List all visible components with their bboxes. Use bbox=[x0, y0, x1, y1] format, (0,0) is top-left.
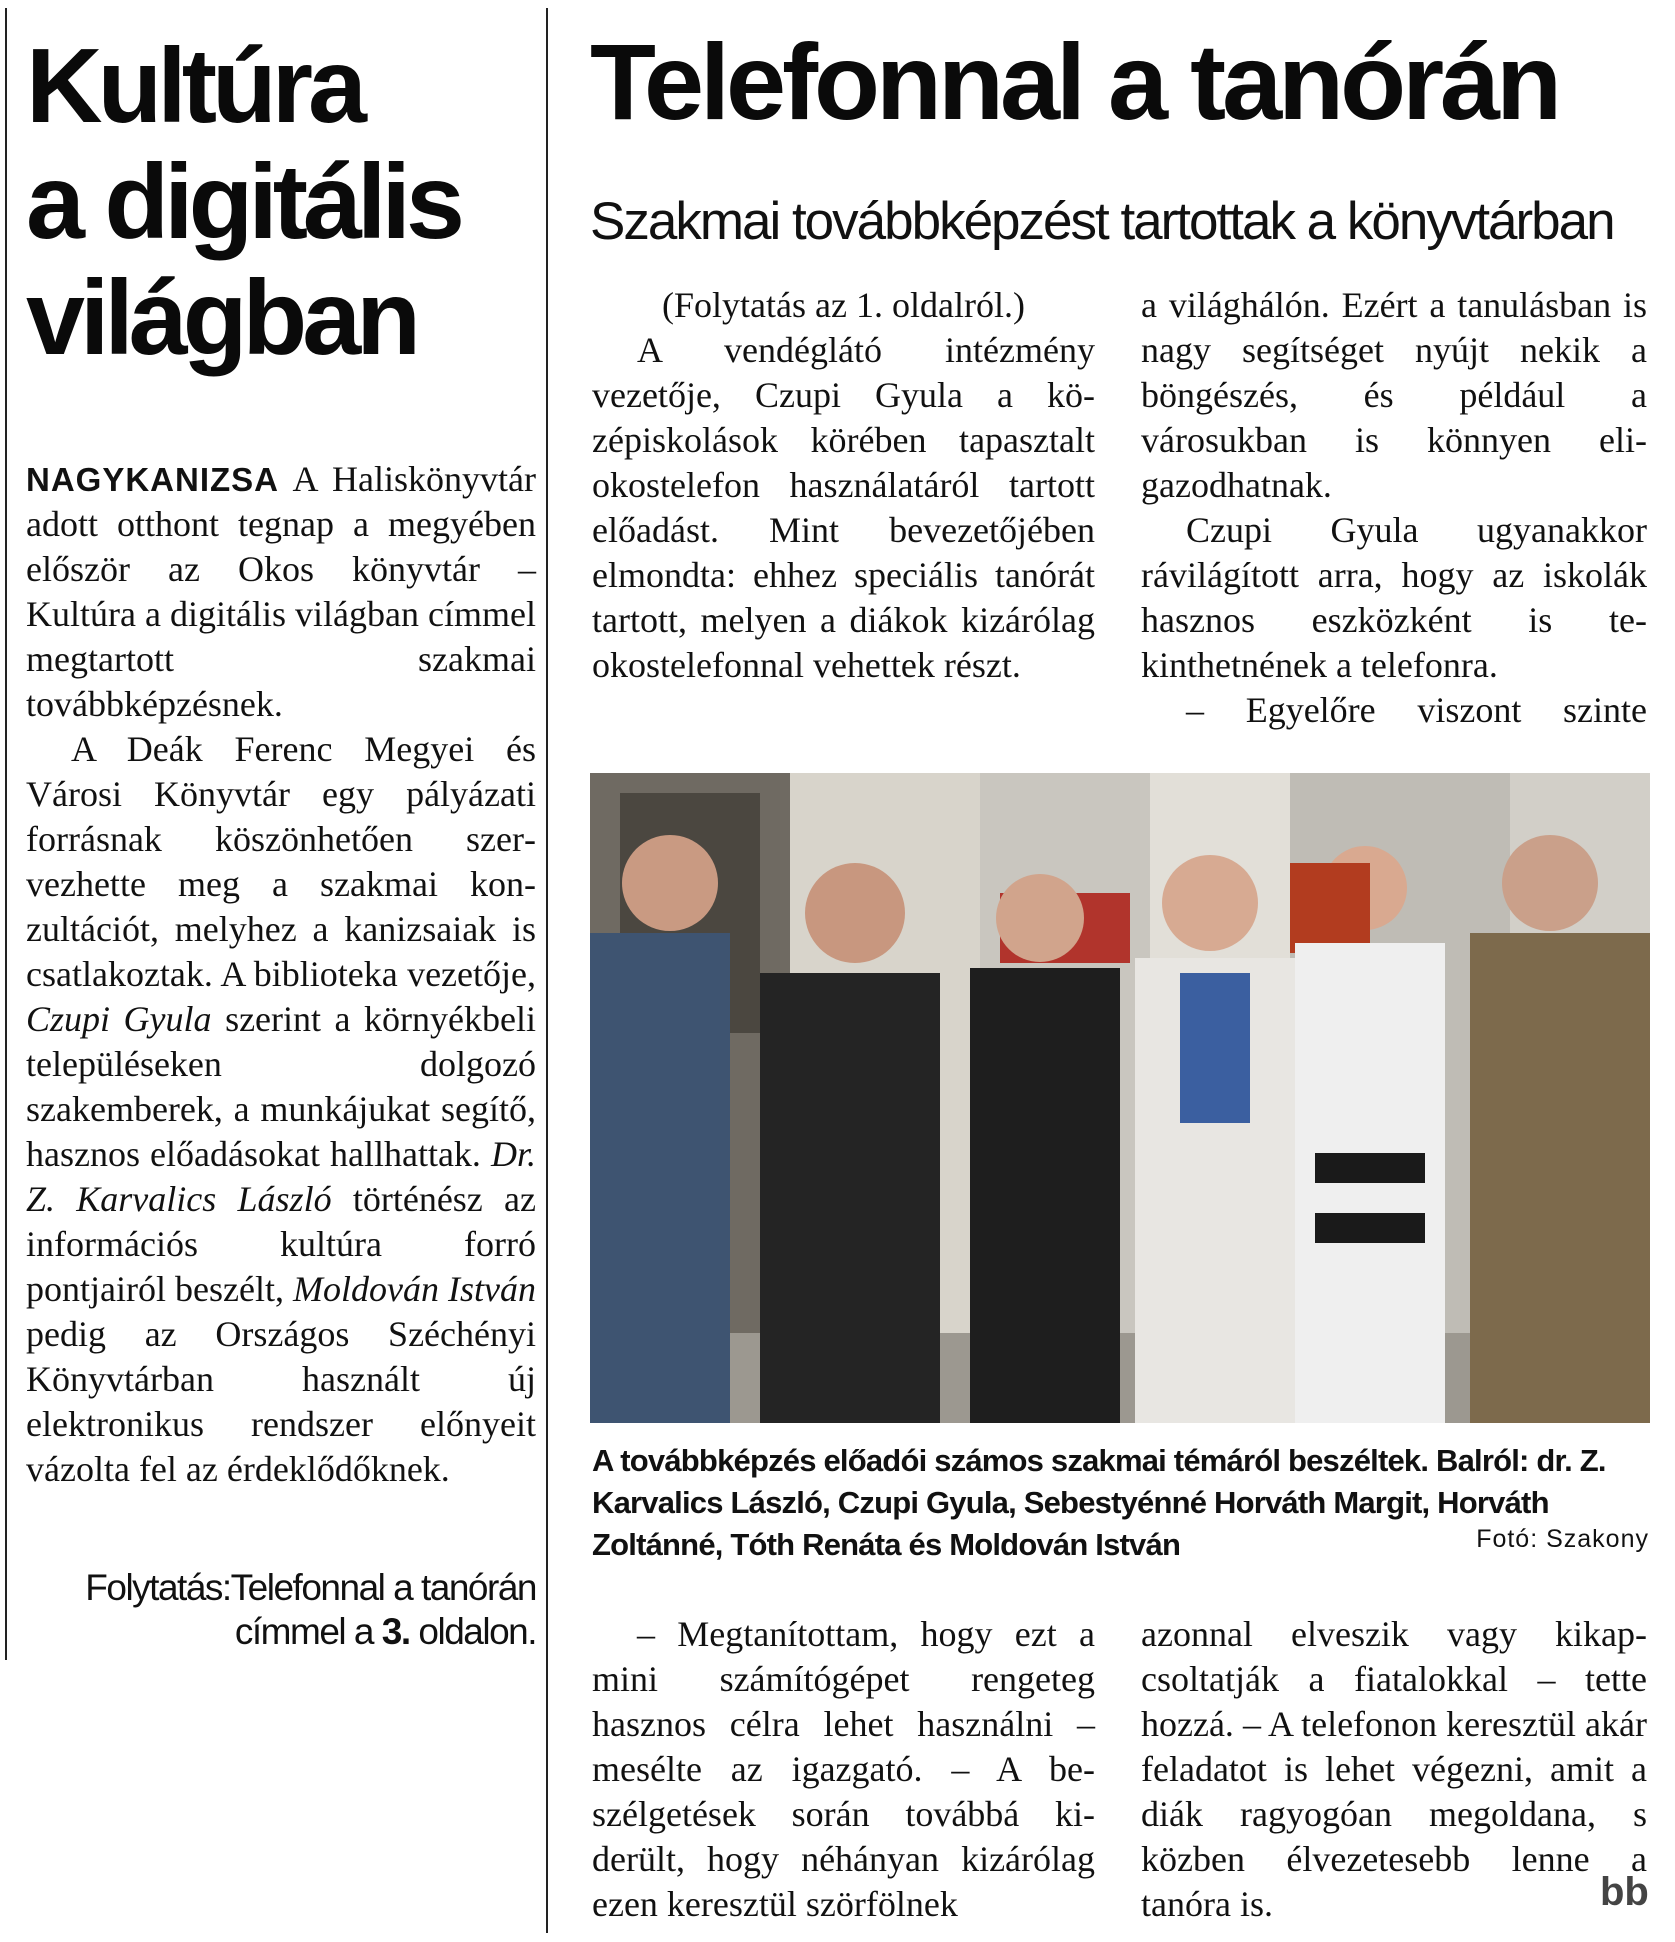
main-column-2 bbox=[1141, 283, 1647, 733]
left-article-body bbox=[26, 457, 536, 1492]
continuation-text: Folytatás:Telefonnal a tanórán címmel a bbox=[85, 1567, 536, 1652]
left-article-headline bbox=[26, 28, 538, 376]
left-headline-line-3: világban bbox=[26, 259, 417, 377]
main-headline: Telefonnal a tanórán bbox=[590, 21, 1559, 142]
main-col3-paragraph: – Megtanítottam, hogy ezt a mini számítógépet rengeteg hasznos célra lehet használni – mesélte az igazgató. – A beszélgetések során továbbá kiderült, hogy néhányan kizárólag ezen keresztül szörfölnek bbox=[592, 1614, 1095, 1924]
left-headline-line-1: Kultúra bbox=[26, 27, 362, 145]
left-p2-text-3: történész az információs kultúra forró pontjairól beszélt, bbox=[26, 1179, 536, 1309]
main-column-3 bbox=[592, 1612, 1095, 1927]
photo-caption: A továbbképzés előadói számos szakmai témáról beszéltek. Balról: dr. Z. Karvalics László, Czupi Gyula, Sebestyénné Horváth Margit, Horváth Zoltánné, Tóth Renáta és Moldován István bbox=[592, 1443, 1606, 1562]
left-paragraph-1 bbox=[26, 457, 536, 727]
continued-from-note: (Folytatás az 1. oldalról.) bbox=[662, 285, 1025, 325]
continuation-note bbox=[26, 1566, 536, 1654]
dateline: NAGYKANIZSA bbox=[26, 461, 280, 498]
left-p2-text-4: pedig az Országos Széchényi Könyvtárban használt új elektronikus rendszer előnyeit vázolta fel az érdeklődőknek. bbox=[26, 1314, 536, 1489]
page-border-left bbox=[5, 8, 7, 1660]
person-name-karvalics: Dr. Z. Karvalics László bbox=[26, 1134, 536, 1219]
left-paragraph-1-text: A Haliskönyvtár adott otthont tegnap a megyében először az Okos könyvtár – Kultúra a digitális világban címmel megtartott szakmai továbbképzésnek. bbox=[26, 459, 536, 724]
photo-credit: Fotó: Szakony bbox=[1476, 1525, 1649, 1553]
left-paragraph-2 bbox=[26, 727, 536, 1492]
continuation-suffix: oldalon. bbox=[418, 1611, 536, 1652]
main-col1-paragraph: A vendéglátó intézmény vezetője, Czupi Gyula a középiskolások körében tapasztalt okostelefon használatáról tartott előadást. Mint bevezetőjében elmondta: ehhez speciális tanórát tartott, melyen a diákok kizárólag okostelefonnal vehettek részt. bbox=[592, 330, 1095, 685]
main-col2-paragraph-1: a világhálón. Ezért a tanulásban is nagy segítséget nyújt nekik a böngészés, és például a városukban is könnyen eligazodhatnak. bbox=[1141, 285, 1647, 505]
left-headline-line-2: a digitális bbox=[26, 143, 460, 261]
main-col4-paragraph: azonnal elveszik vagy kikapcsoltatják a fiatalokkal – tette hozzá. – A telefonon keresztül akár feladatot is lehet végezni, amit a diák ragyogóan megoldana, s közben élvezetesebb lenne a tanóra is. bbox=[1141, 1614, 1647, 1924]
author-signature: bb bbox=[1600, 1870, 1649, 1914]
left-p2-text-2: szerint a környékbeli településeken dolgozó szakemberek, a munkájukat segítő, hasznos előadásokat hallhattak. bbox=[26, 999, 536, 1174]
continuation-page-number: 3. bbox=[381, 1611, 410, 1652]
person-name-moldovan: Moldován István bbox=[293, 1269, 536, 1309]
main-column-4 bbox=[1141, 1612, 1647, 1927]
person-name-czupi: Czupi Gyula bbox=[26, 999, 212, 1039]
main-column-1 bbox=[592, 283, 1095, 688]
main-col2-paragraph-3: – Egyelőre viszont szinte bbox=[1186, 690, 1647, 730]
main-col2-paragraph-2: Czupi Gyula ugyanakkor rávilágított arra, hogy az iskolák hasznos eszközként is tekinthetnének a telefonra. bbox=[1141, 510, 1647, 685]
article-photo bbox=[590, 773, 1650, 1423]
main-subhead: Szakmai továbbképzést tartottak a könyvtárban bbox=[590, 192, 1614, 251]
column-rule bbox=[546, 8, 548, 1933]
group-photo-illustration bbox=[590, 773, 1650, 1423]
left-p2-text-1: A Deák Ferenc Megyei és Városi Könyvtár egy pályázati forrásnak köszönhetően szervezhette meg a szakmai konzultációt, melyhez a kanizsaiak is csatlakoztak. A biblioteka vezetője, bbox=[26, 729, 536, 994]
